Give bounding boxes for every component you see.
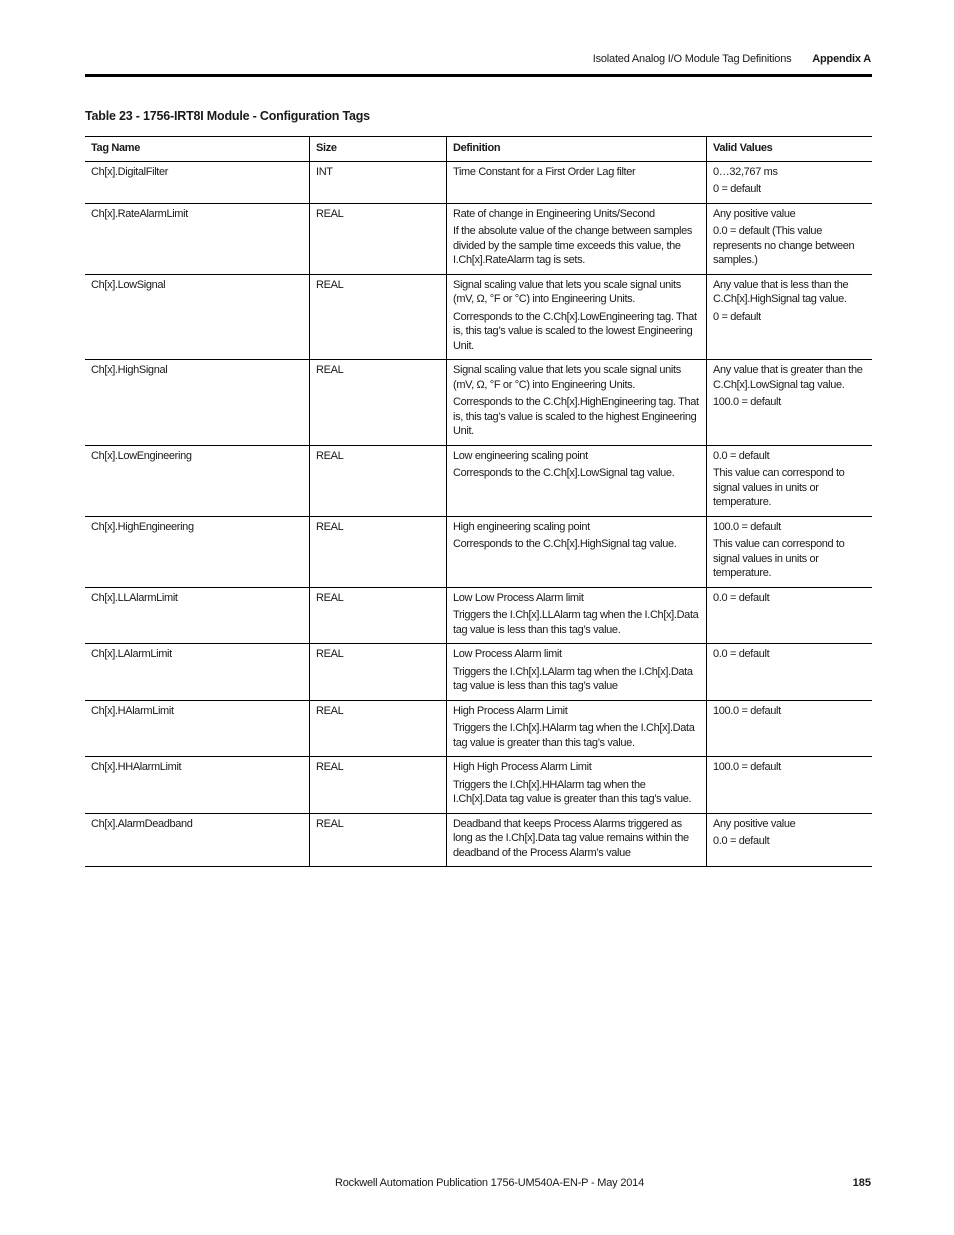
tag-name-cell: Ch[x].RateAlarmLimit bbox=[85, 203, 310, 274]
valid-value-line: This value can correspond to signal values in units or temperature. bbox=[713, 467, 845, 508]
valid-values-cell bbox=[707, 516, 873, 587]
table-body bbox=[85, 161, 872, 867]
valid-values-cell bbox=[707, 644, 873, 701]
valid-values-cell bbox=[707, 813, 873, 867]
tag-name-cell: Ch[x].HighEngineering bbox=[85, 516, 310, 587]
header-rule bbox=[85, 74, 872, 77]
footer-publication: Rockwell Automation Publication 1756-UM540A-EN-P - May 2014 bbox=[335, 1177, 644, 1189]
valid-value-line: This value can correspond to signal values in units or temperature. bbox=[713, 538, 845, 579]
definition-paragraph: Triggers the I.Ch[x].LLAlarm tag when the I.Ch[x].Data tag value is less than this tag’s value. bbox=[453, 609, 699, 636]
definition-cell bbox=[447, 274, 707, 360]
definition-paragraph: Corresponds to the C.Ch[x].HighSignal tag value. bbox=[453, 538, 677, 550]
valid-value-line: 0.0 = default bbox=[713, 449, 770, 462]
valid-value-line: 100.0 = default bbox=[713, 396, 781, 408]
valid-value-line: Any positive value bbox=[713, 817, 796, 830]
valid-values-cell bbox=[707, 757, 873, 814]
definition-paragraph: Time Constant for a First Order Lag filter bbox=[453, 165, 636, 178]
table-row bbox=[85, 445, 872, 516]
definition-cell bbox=[447, 700, 707, 757]
table-header-row bbox=[85, 137, 872, 162]
definition-cell bbox=[447, 360, 707, 446]
tag-name-cell: Ch[x].DigitalFilter bbox=[85, 161, 310, 203]
tag-name-cell: Ch[x].LAlarmLimit bbox=[85, 644, 310, 701]
definition-paragraph: Signal scaling value that lets you scale signal units (mV, Ω, °F or °C) into Engineering Units. bbox=[453, 278, 681, 305]
valid-values-cell bbox=[707, 587, 873, 644]
definition-paragraph: If the absolute value of the change between samples divided by the sample time exceeds this value, the I.Ch[x].RateAlarm tag is sets. bbox=[453, 225, 692, 266]
definition-cell bbox=[447, 644, 707, 701]
table-row bbox=[85, 644, 872, 701]
page-number: 185 bbox=[852, 1177, 871, 1189]
column-header-size: Size bbox=[310, 137, 447, 162]
definition-cell bbox=[447, 757, 707, 814]
page-header bbox=[593, 53, 871, 65]
definition-paragraph: High High Process Alarm Limit bbox=[453, 761, 592, 773]
definition-cell bbox=[447, 516, 707, 587]
definition-paragraph: High Process Alarm Limit bbox=[453, 704, 568, 717]
valid-values-cell bbox=[707, 445, 873, 516]
table-row bbox=[85, 516, 872, 587]
table-row bbox=[85, 813, 872, 867]
definition-paragraph: Triggers the I.Ch[x].HAlarm tag when the I.Ch[x].Data tag value is greater than this tag’s value. bbox=[453, 722, 695, 749]
size-cell: REAL bbox=[310, 587, 447, 644]
valid-values-cell bbox=[707, 274, 873, 360]
configuration-tags-table bbox=[85, 136, 872, 867]
table-row bbox=[85, 700, 872, 757]
tag-name-cell: Ch[x].LLAlarmLimit bbox=[85, 587, 310, 644]
valid-value-line: 0 = default bbox=[713, 183, 761, 195]
size-cell: REAL bbox=[310, 700, 447, 757]
definition-paragraph: Deadband that keeps Process Alarms triggered as long as the I.Ch[x].Data tag value remains within the deadband of the Process Alarm’s value bbox=[453, 817, 689, 859]
definition-paragraph: Signal scaling value that lets you scale signal units (mV, Ω, °F or °C) into Engineering Units. bbox=[453, 364, 681, 391]
definition-cell bbox=[447, 203, 707, 274]
size-cell: INT bbox=[310, 161, 447, 203]
valid-value-line: 100.0 = default bbox=[713, 520, 781, 533]
table-row bbox=[85, 161, 872, 203]
valid-values-cell bbox=[707, 360, 873, 446]
valid-value-line: 0.0 = default bbox=[713, 591, 770, 604]
size-cell: REAL bbox=[310, 274, 447, 360]
definition-cell bbox=[447, 587, 707, 644]
definition-paragraph: Rate of change in Engineering Units/Second bbox=[453, 207, 655, 220]
size-cell: REAL bbox=[310, 757, 447, 814]
valid-value-line: 100.0 = default bbox=[713, 704, 781, 717]
valid-value-line: Any value that is greater than the C.Ch[x].LowSignal tag value. bbox=[713, 364, 863, 391]
valid-value-line: 100.0 = default bbox=[713, 761, 781, 773]
table-row bbox=[85, 587, 872, 644]
valid-values-cell bbox=[707, 161, 873, 203]
definition-cell bbox=[447, 161, 707, 203]
table-row bbox=[85, 274, 872, 360]
definition-paragraph: Low Process Alarm limit bbox=[453, 648, 562, 660]
column-header-tag-name: Tag Name bbox=[85, 137, 310, 162]
definition-paragraph: Corresponds to the C.Ch[x].LowSignal tag value. bbox=[453, 467, 675, 479]
definition-paragraph: Triggers the I.Ch[x].HHAlarm tag when the I.Ch[x].Data tag value is greater than this tag’s value. bbox=[453, 778, 692, 805]
tag-name-cell: Ch[x].HHAlarmLimit bbox=[85, 757, 310, 814]
valid-values-cell bbox=[707, 700, 873, 757]
valid-value-line: Any value that is less than the C.Ch[x].HighSignal tag value. bbox=[713, 278, 849, 305]
definition-paragraph: Corresponds to the C.Ch[x].LowEngineering tag. That is, this tag’s value is scaled to the lowest Engineering Unit. bbox=[453, 310, 697, 352]
valid-value-line: 0.0 = default bbox=[713, 835, 770, 847]
tag-name-cell: Ch[x].HAlarmLimit bbox=[85, 700, 310, 757]
tag-name-cell: Ch[x].AlarmDeadband bbox=[85, 813, 310, 867]
definition-paragraph: Triggers the I.Ch[x].LAlarm tag when the I.Ch[x].Data tag value is less than this tag’s value bbox=[453, 665, 693, 692]
tag-name-cell: Ch[x].LowSignal bbox=[85, 274, 310, 360]
valid-value-line: 0.0 = default bbox=[713, 648, 770, 660]
table-row bbox=[85, 203, 872, 274]
definition-cell bbox=[447, 445, 707, 516]
definition-paragraph: Low engineering scaling point bbox=[453, 449, 588, 462]
valid-value-line: 0.0 = default (This value represents no change between samples.) bbox=[713, 225, 855, 266]
definition-cell bbox=[447, 813, 707, 867]
tag-name-cell: Ch[x].LowEngineering bbox=[85, 445, 310, 516]
table-row bbox=[85, 360, 872, 446]
valid-values-cell bbox=[707, 203, 873, 274]
size-cell: REAL bbox=[310, 516, 447, 587]
size-cell: REAL bbox=[310, 360, 447, 446]
column-header-definition: Definition bbox=[447, 137, 707, 162]
table-row bbox=[85, 757, 872, 814]
definition-paragraph: Low Low Process Alarm limit bbox=[453, 591, 584, 604]
valid-value-line: 0 = default bbox=[713, 310, 761, 323]
table-title: Table 23 - 1756-IRT8I Module - Configuration Tags bbox=[85, 109, 370, 123]
size-cell: REAL bbox=[310, 203, 447, 274]
size-cell: REAL bbox=[310, 644, 447, 701]
size-cell: REAL bbox=[310, 813, 447, 867]
header-appendix: Appendix A bbox=[812, 53, 871, 65]
tag-name-cell: Ch[x].HighSignal bbox=[85, 360, 310, 446]
valid-value-line: 0…32,767 ms bbox=[713, 165, 778, 178]
definition-paragraph: High engineering scaling point bbox=[453, 520, 590, 533]
size-cell: REAL bbox=[310, 445, 447, 516]
valid-value-line: Any positive value bbox=[713, 207, 796, 220]
header-section-title: Isolated Analog I/O Module Tag Definitions bbox=[592, 53, 792, 65]
definition-paragraph: Corresponds to the C.Ch[x].HighEngineering tag. That is, this tag’s value is scaled to the highest Engineering Unit. bbox=[453, 396, 699, 437]
column-header-valid-values: Valid Values bbox=[707, 137, 873, 162]
